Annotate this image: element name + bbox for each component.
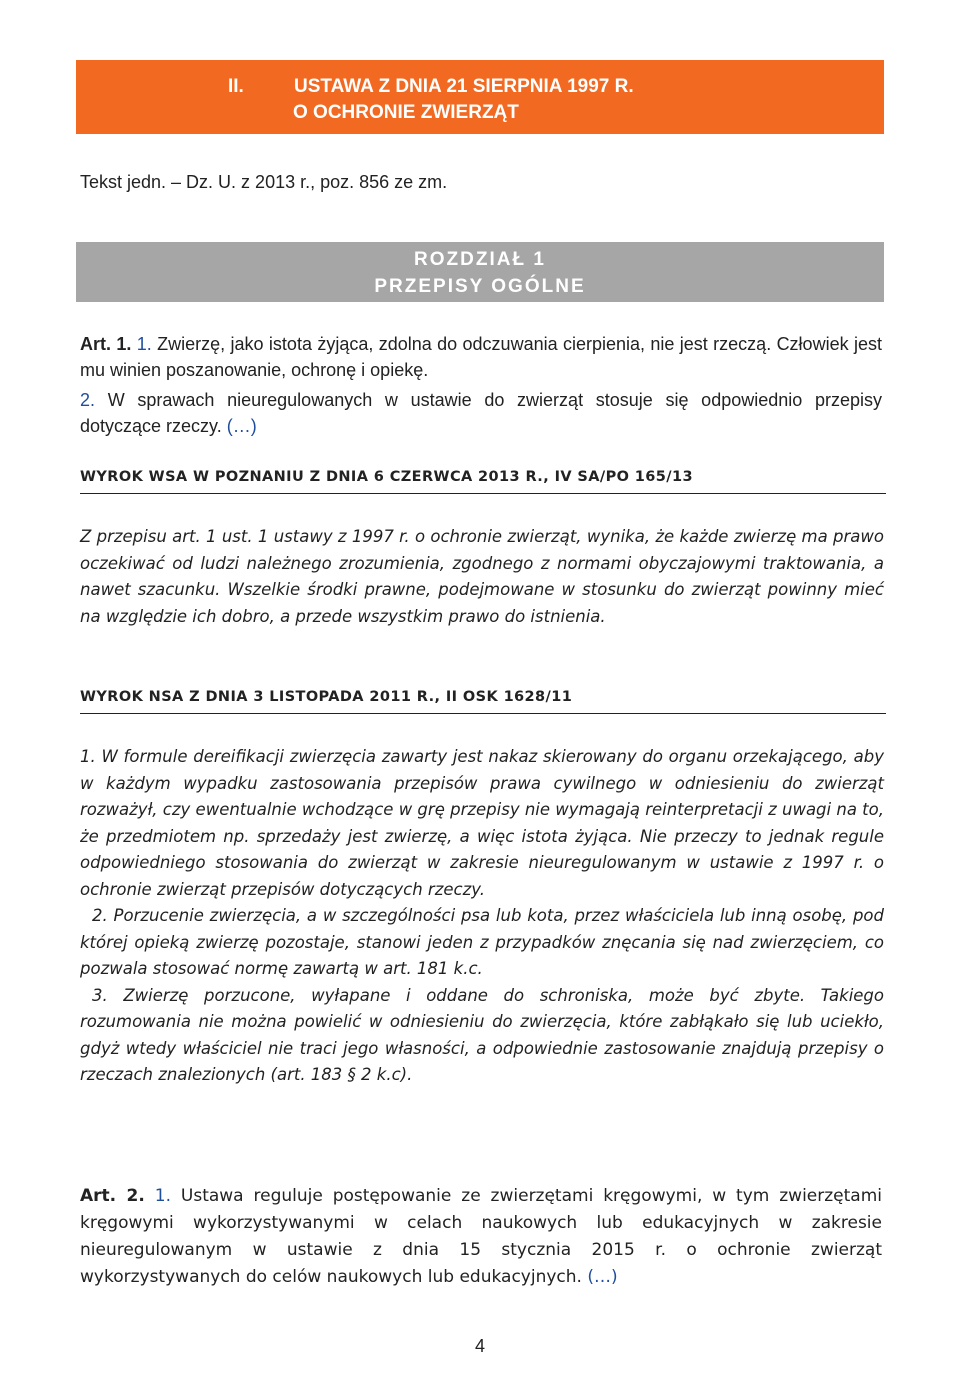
article-1-p2-number: 2.	[80, 390, 96, 410]
section-title-line2: O OCHRONIE ZWIERZĄT	[293, 102, 519, 123]
verdict-2-text	[80, 744, 884, 1089]
verdict-1-title: WYROK WSA W POZNANIU Z DNIA 6 CZERWCA 2013 R., IV SA/PO 165/13	[80, 469, 886, 494]
article-1-p2-text: W sprawach nieuregulowanych w ustawie do zwierząt stosuje się odpowiednio przepisy dotyczące rzeczy.	[80, 390, 882, 436]
article-2-ellipsis: (…)	[587, 1267, 618, 1287]
verdict-2-paragraph-1: 1. W formule dereifikacji zwierzęcia zawarty jest nakaz skierowany do organu orzekającego, aby w każdym wypadku zastosowania przepisów prawa cywilnego w odniesieniu do zwierząt rozważył, czy ewentualnie wchodzące w grę przepisy nie wymagają reinterpretacji z uwagi na to, że przedmiotem np. sprzedaży jest zwierzę, a więc istota żyjąca. Nie przeczy to jednak regule odpowiedniego stosowania do zwierząt w zakresie nieuregulowanym w ustawie z 1997 r. o ochronie zwierząt przepisów dotyczących rzeczy.	[80, 747, 884, 899]
article-2	[80, 1183, 882, 1291]
article-2-label: Art. 2.	[80, 1186, 145, 1206]
section-header	[76, 60, 884, 134]
section-header-line1	[228, 74, 634, 99]
verdict-2-title: WYROK NSA Z DNIA 3 LISTOPADA 2011 R., II OSK 1628/11	[80, 689, 886, 714]
article-1-ellipsis: (…)	[226, 416, 257, 436]
page-number: 4	[474, 1336, 485, 1356]
article-1-paragraph-2	[80, 387, 882, 439]
chapter-title: PRZEPISY OGÓLNE	[374, 276, 586, 297]
section-number: II.	[228, 76, 244, 97]
section-title-line1: USTAWA Z DNIA 21 SIERPNIA 1997 R.	[294, 76, 634, 97]
verdict-2-paragraph-3: 3. Zwierzę porzucone, wyłapane i oddane do schroniska, może być zbyte. Takiego rozumowania nie można powielić w odniesieniu do zwierzęcia, które zabłąkało się lub uciekło, gdyż wtedy właściciel nie traci jego własności, a odpowiednie zastosowanie znajdują przepisy o rzeczach znalezionych (art. 183 § 2 k.c).	[80, 985, 884, 1084]
verdict-1-paragraph: Z przepisu art. 1 ust. 1 ustawy z 1997 r. o ochronie zwierząt, wynika, że każde zwierzę ma prawo oczekiwać od ludzi należnego zrozumienia, zgodnego z normami obyczajowymi traktowania, a nawet szacunku. Wszelkie środki prawne, podejmowane w stosunku do zwierząt powinny mieć na względzie ich dobro, a przede wszystkim prawo do istnienia.	[80, 527, 884, 626]
article-1	[80, 331, 882, 439]
article-1-p1-number: 1.	[136, 334, 152, 354]
chapter-header	[76, 242, 884, 302]
chapter-number: ROZDZIAŁ 1	[414, 249, 546, 270]
verdict-2-paragraph-2: 2. Porzucenie zwierzęcia, a w szczególności psa lub kota, przez właściciela lub inną osobę, pod której opieką zwierzę pozostaje, stanowi jeden z przypadków znęcania się nad zwierzęciem, co pozwala stosować normę zawartą w art. 181 k.c.	[80, 906, 884, 978]
article-2-text: Ustawa reguluje postępowanie ze zwierzętami kręgowymi, w tym zwierzętami kręgowymi wykorzystywanymi w celach naukowych lub edukacyjnych w zakresie nieuregulowanym w ustawie z dnia 15 stycznia 2015 r. o ochronie zwierząt wykorzystywanych do celów naukowych lub edukacyjnych.	[80, 1186, 882, 1287]
verdict-1-text	[80, 524, 884, 630]
article-2-number: 1.	[154, 1186, 171, 1206]
consolidated-text-reference: Tekst jedn. – Dz. U. z 2013 r., poz. 856 ze zm.	[80, 172, 448, 192]
article-1-paragraph-1	[80, 331, 882, 383]
article-1-p1-text: Zwierzę, jako istota żyjąca, zdolna do odczuwania cierpienia, nie jest rzeczą. Człowiek jest mu winien poszanowanie, ochronę i opiekę.	[80, 334, 882, 380]
article-1-label: Art. 1.	[80, 334, 132, 354]
